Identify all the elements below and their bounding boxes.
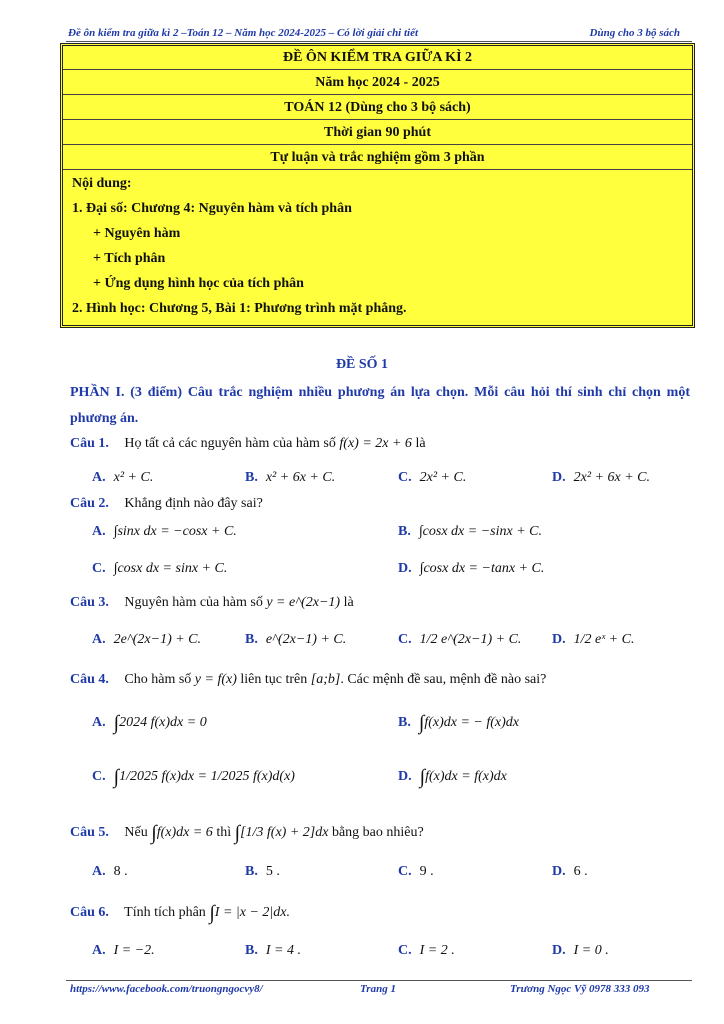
question-label: Câu 3. xyxy=(70,595,109,610)
q5-option-d[interactable]: D. 6 . xyxy=(552,864,588,879)
header-divider xyxy=(66,41,692,42)
header-right: Dùng cho 3 bộ sách xyxy=(589,27,680,39)
box-content-item: 2. Hình học: Chương 5, Bài 1: Phương trình mặt phẳng. xyxy=(72,301,407,316)
question-mid: liên tục trên xyxy=(240,672,308,687)
q5-option-a[interactable]: A. 8 . xyxy=(92,864,128,879)
q3-option-d[interactable]: D. 1/2 eˣ + C. xyxy=(552,632,635,647)
q6-option-b[interactable]: B. I = 4 . xyxy=(245,943,301,958)
q1-option-a[interactable]: A. x² + C. xyxy=(92,470,154,485)
q5-option-c[interactable]: C. 9 . xyxy=(398,864,434,879)
q2-option-b[interactable]: B. ∫cosx dx = −sinx + C. xyxy=(398,524,542,539)
integral-icon: ∫ xyxy=(419,766,426,788)
q3-option-a[interactable]: A. 2e^(2x−1) + C. xyxy=(92,632,202,647)
q2-option-c[interactable]: C. ∫cosx dx = sinx + C. xyxy=(92,561,228,576)
q1-option-d[interactable]: D. 2x² + 6x + C. xyxy=(552,470,650,485)
question-tail: là xyxy=(343,595,354,610)
question-label: Câu 2. xyxy=(70,496,109,511)
question-text: Nếu xyxy=(124,825,148,840)
question-text: Tính tích phân xyxy=(124,905,206,920)
part-one-heading: PHẦN I. (3 điểm) Câu trắc nghiệm nhiều phương án lựa chọn. Mỗi câu hỏi thí sinh chỉ chọn một phương án. xyxy=(70,385,690,426)
question-expr: f(x) = 2x + 6 xyxy=(339,436,412,451)
question-expr: I = |x − 2|dx. xyxy=(214,905,290,920)
question-tail: bằng bao nhiêu? xyxy=(331,825,424,840)
q6-option-c[interactable]: C. I = 2 . xyxy=(398,943,455,958)
exam-title: ĐỀ SỐ 1 xyxy=(335,357,389,372)
footer-author: Trương Ngọc Vỹ 0978 333 093 xyxy=(510,983,650,995)
box-subject: TOÁN 12 (Dùng cho 3 bộ sách) xyxy=(63,96,692,120)
question-expr: y = e^(2x−1) xyxy=(266,595,341,610)
question-tail: . Các mệnh đề sau, mệnh đề nào sai? xyxy=(340,672,547,687)
box-format: Tự luận và trắc nghiệm gồm 3 phần xyxy=(63,146,692,170)
footer-divider xyxy=(66,980,692,981)
q4-option-c[interactable]: C. ∫1/2025 f(x)dx = 1/2025 f(x)d(x) xyxy=(92,766,295,788)
exam-info-box xyxy=(60,43,695,328)
question-tail: là xyxy=(415,436,426,451)
question-expr: f(x)dx = 6 xyxy=(156,825,213,840)
box-content-item: + Nguyên hàm xyxy=(93,226,181,241)
q6-option-d[interactable]: D. I = 0 . xyxy=(552,943,609,958)
question-3 xyxy=(70,595,354,611)
question-label: Câu 1. xyxy=(70,436,109,451)
box-content-item: 1. Đại số: Chương 4: Nguyên hàm và tích phân xyxy=(72,201,352,216)
question-mid: thì xyxy=(216,825,232,840)
integral-icon: ∫ xyxy=(209,902,215,924)
question-expr: [1/3 f(x) + 2]dx xyxy=(240,825,329,840)
box-content-title: Nội dung: xyxy=(72,176,132,191)
q6-option-a[interactable]: A. I = −2. xyxy=(92,943,155,958)
question-6 xyxy=(70,902,290,925)
question-label: Câu 4. xyxy=(70,672,109,687)
q3-option-b[interactable]: B. e^(2x−1) + C. xyxy=(245,632,347,647)
question-label: Câu 5. xyxy=(70,825,109,840)
box-title: ĐỀ ÔN KIỂM TRA GIỮA KÌ 2 xyxy=(63,46,692,70)
question-text: Họ tất cả các nguyên hàm của hàm số xyxy=(124,436,336,451)
q4-option-d[interactable]: D. ∫f(x)dx = f(x)dx xyxy=(398,766,507,788)
question-4 xyxy=(70,672,546,688)
q1-option-b[interactable]: B. x² + 6x + C. xyxy=(245,470,336,485)
integral-icon: ∫ xyxy=(151,822,157,844)
box-content-item: + Tích phân xyxy=(93,251,166,266)
integral-icon: ∫ xyxy=(113,712,120,734)
q2-option-d[interactable]: D. ∫cosx dx = −tanx + C. xyxy=(398,561,545,576)
q1-option-c[interactable]: C. 2x² + C. xyxy=(398,470,467,485)
question-1 xyxy=(70,436,426,452)
q3-option-c[interactable]: C. 1/2 e^(2x−1) + C. xyxy=(398,632,522,647)
footer-page-number: Trang 1 xyxy=(360,983,396,995)
question-interval: [a;b] xyxy=(310,672,341,687)
q4-option-a[interactable]: A. ∫2024 f(x)dx = 0 xyxy=(92,712,207,734)
question-expr: y = f(x) xyxy=(194,672,237,687)
footer-link[interactable]: https://www.facebook.com/truongngocvy8/ xyxy=(70,983,263,995)
question-5 xyxy=(70,822,424,845)
question-text: Nguyên hàm của hàm số xyxy=(124,595,263,610)
question-2 xyxy=(70,496,263,512)
q5-option-b[interactable]: B. 5 . xyxy=(245,864,280,879)
box-time: Thời gian 90 phút xyxy=(63,121,692,145)
integral-icon: ∫ xyxy=(418,712,425,734)
q2-option-a[interactable]: A. ∫sinx dx = −cosx + C. xyxy=(92,524,237,539)
box-content-item: + Ứng dụng hình học của tích phân xyxy=(93,276,304,291)
integral-icon: ∫ xyxy=(234,822,241,844)
question-label: Câu 6. xyxy=(70,905,109,920)
page-header xyxy=(68,27,680,41)
header-left: Đề ôn kiểm tra giữa kì 2 –Toán 12 – Năm học 2024-2025 – Có lời giải chi tiết xyxy=(68,27,419,39)
integral-icon: ∫ xyxy=(113,766,120,788)
question-text: Cho hàm số xyxy=(124,672,192,687)
box-year: Năm học 2024 - 2025 xyxy=(63,71,692,95)
question-text: Khẳng định nào đây sai? xyxy=(124,496,263,511)
q4-option-b[interactable]: B. ∫f(x)dx = − f(x)dx xyxy=(398,712,520,734)
